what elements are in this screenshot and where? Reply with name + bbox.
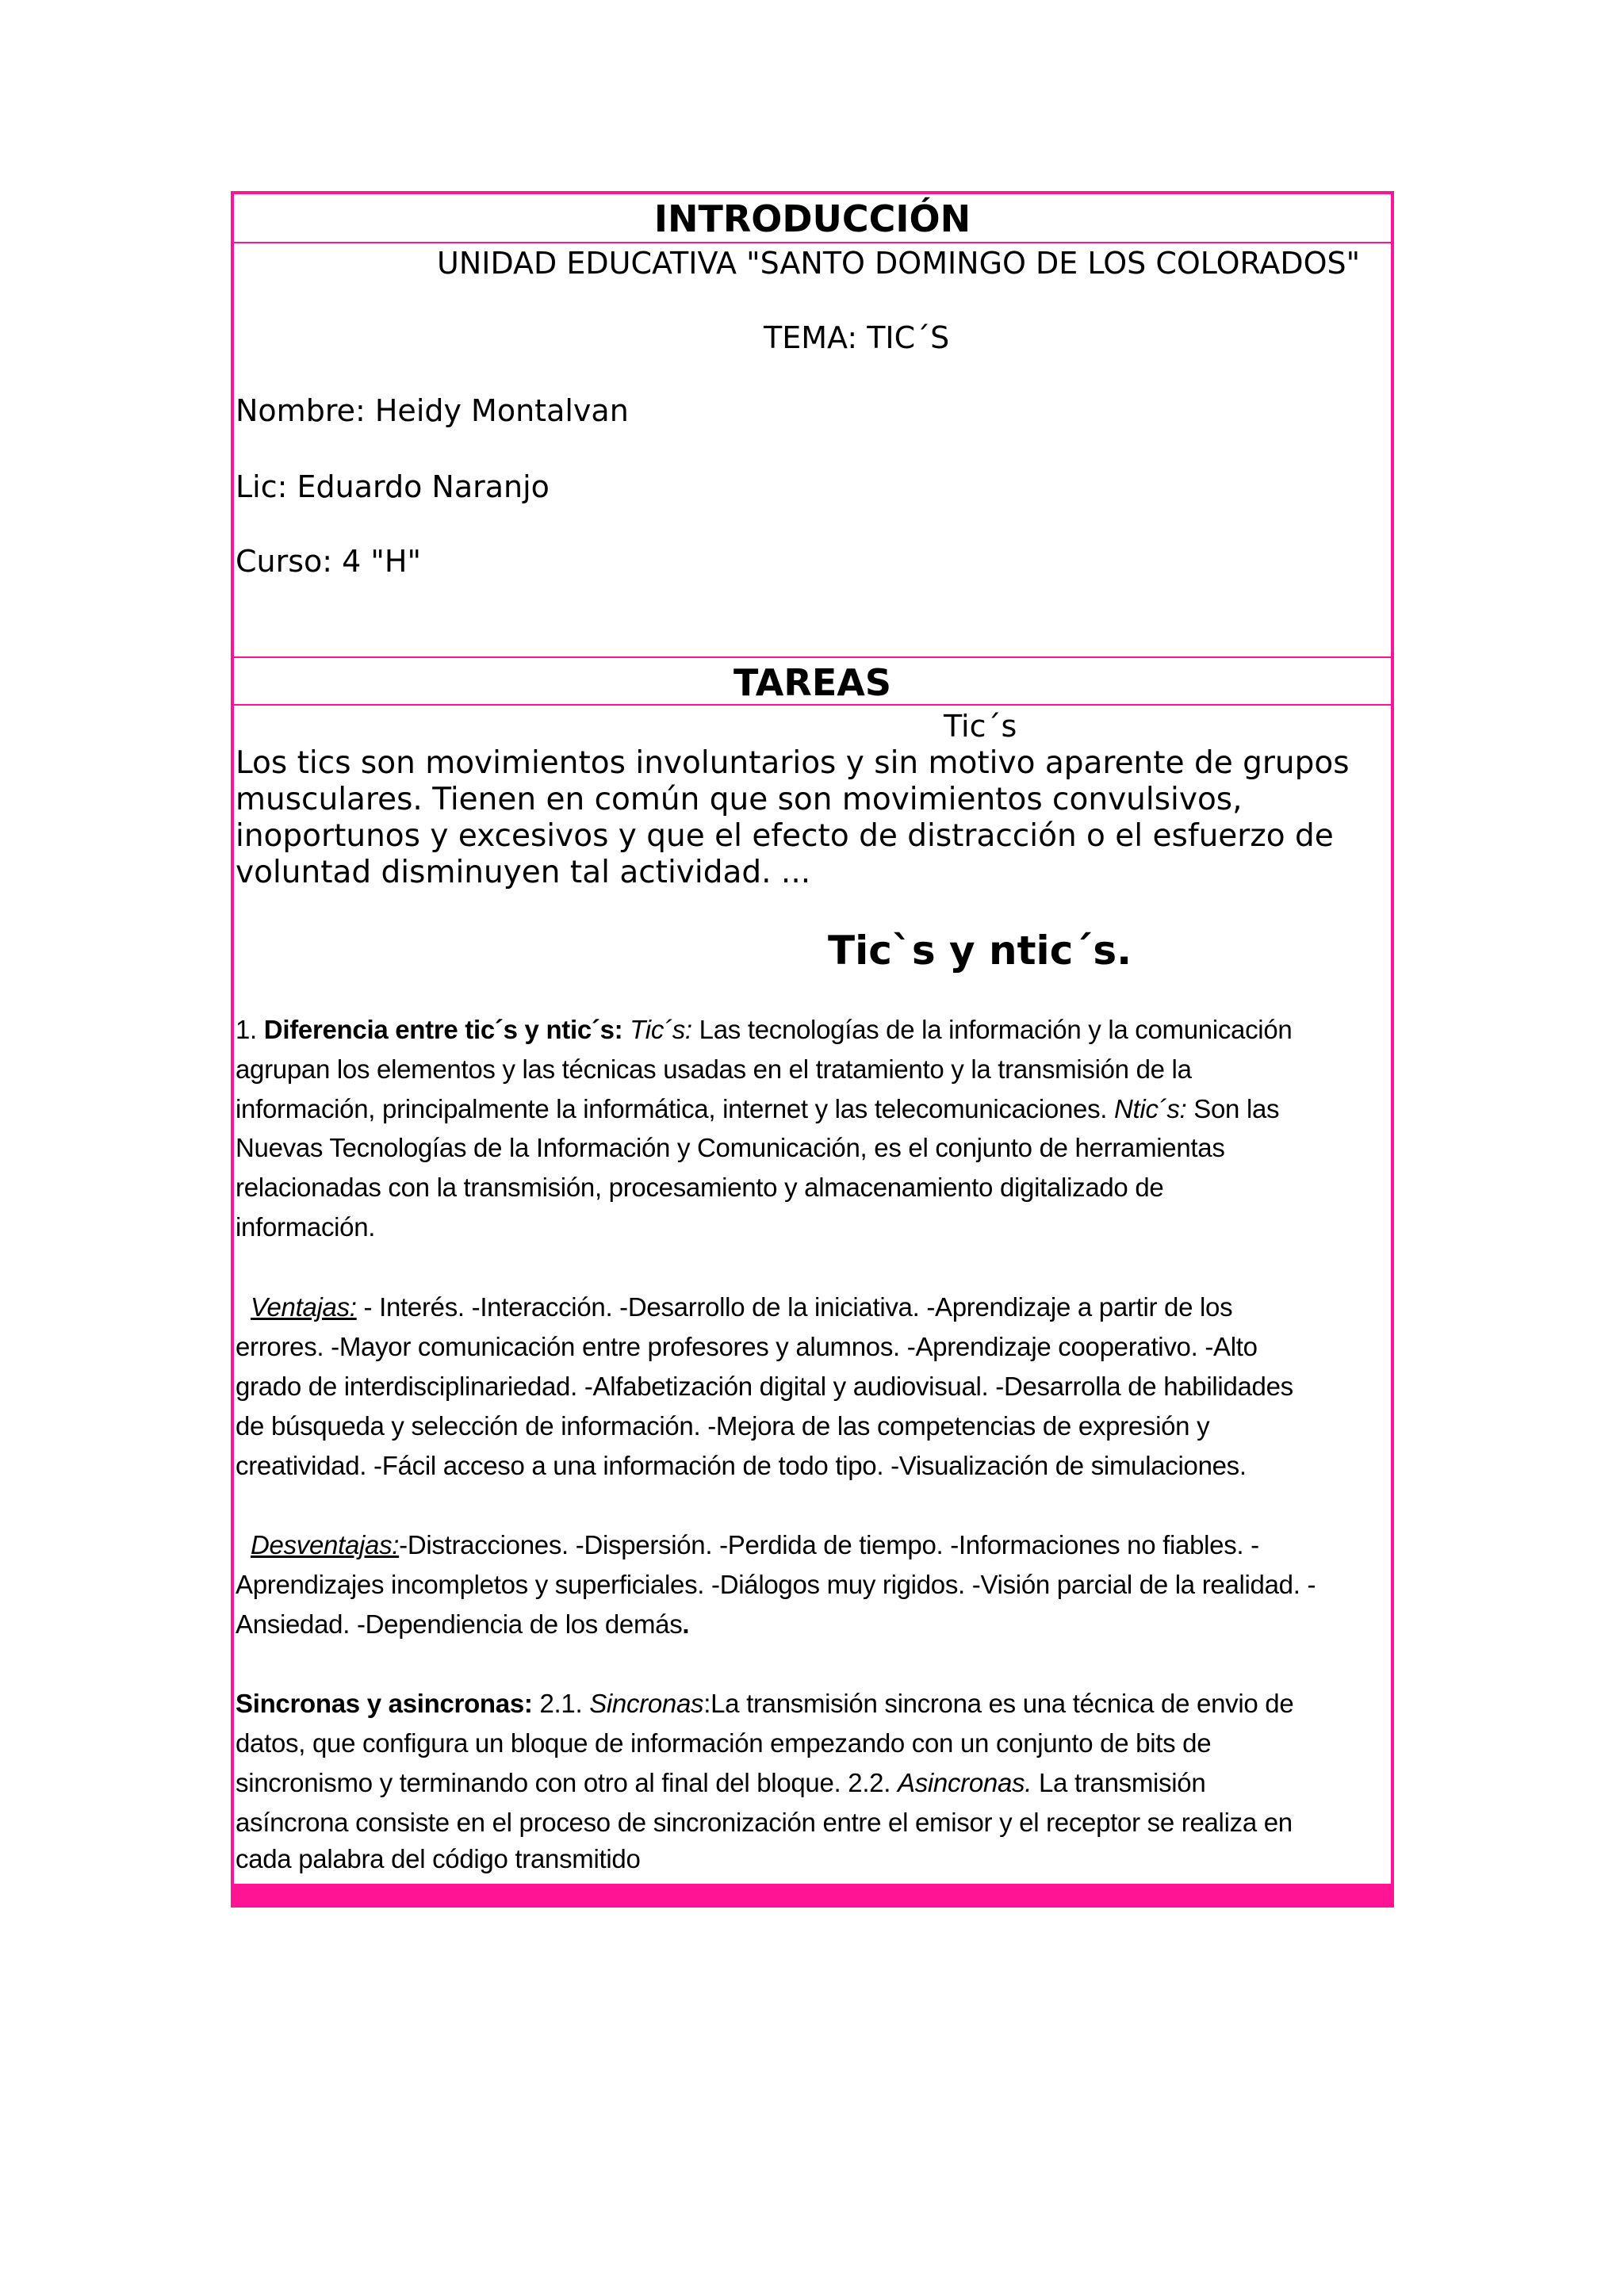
sinc-text: datos, que configura un bloque de información empezando con un conjunto de bits de — [236, 1728, 1212, 1758]
sinc-text: asíncrona consiste en el proceso de sincronización entre el emisor y el receptor se realiza en — [236, 1808, 1293, 1837]
tics-subtitle: Tic´s — [944, 709, 1017, 744]
diff-text: Las tecnologías de la información y la comunicación — [699, 1015, 1293, 1044]
ventajas-text: errores. -Mayor comunicación entre profesores y alumnos. -Aprendizaje cooperativo. -Alto — [236, 1332, 1258, 1361]
ventajas-text: grado de interdisciplinariedad. -Alfabetización digital y audiovisual. -Desarrolla de habilidades — [236, 1372, 1293, 1401]
ventajas-line — [251, 1292, 1232, 1322]
section-title: Tic`s y ntic´s. — [828, 928, 1132, 974]
sinc-line — [236, 1689, 1293, 1719]
sinc-label: Sincronas y asincronas: — [236, 1689, 533, 1718]
ventajas-text: creatividad. -Fácil acceso a una información de todo tipo. -Visualización de simulaciones. — [236, 1451, 1247, 1480]
ventajas-text: - Interés. -Interacción. -Desarrollo de la iniciativa. -Aprendizaje a partir de los — [363, 1292, 1233, 1322]
tema-line: TEMA: TIC´S — [764, 320, 950, 355]
diff-label: Diferencia entre tic´s y ntic´s: — [263, 1015, 623, 1044]
tics-paragraph-line: Los tics son movimientos involuntarios y sin motivo aparente de grupos — [236, 745, 1350, 781]
sinc-text: sincronismo y terminando con otro al final del bloque. 2.2. — [236, 1768, 891, 1797]
diff-line — [236, 1094, 1279, 1124]
diff-line — [236, 1015, 1292, 1045]
diff-ntics-term: Ntic´s: — [1114, 1094, 1187, 1123]
desventajas-end: . — [682, 1609, 690, 1639]
diff-text: agrupan los elementos y las técnicas usadas en el tratamiento y la transmisión de la — [236, 1054, 1192, 1084]
desventajas-line — [251, 1530, 1259, 1560]
document-frame — [231, 191, 1394, 1908]
intro-heading: INTRODUCCIÓN — [234, 194, 1391, 243]
sinc-text: cada palabra del código transmitido — [236, 1844, 641, 1873]
tics-paragraph-line: musculares. Tienen en común que son movimientos convulsivos, — [236, 782, 1243, 817]
desventajas-text: Aprendizajes incompletos y superficiales. -Diálogos muy rigidos. -Visión parcial de la realidad. - — [236, 1570, 1316, 1599]
diff-text: información. — [236, 1212, 376, 1242]
bottom-bar — [231, 1884, 1394, 1908]
sinc-text: :La transmisión sincrona es una técnica de envio de — [703, 1689, 1294, 1718]
desventajas-text: Ansiedad. -Dependiencia de los demás — [236, 1609, 683, 1639]
sinc-text: La transmisión — [1038, 1768, 1206, 1797]
sinc-num: 2.1. — [539, 1689, 583, 1718]
curso-line: Curso: 4 "H" — [236, 544, 421, 579]
sinc-line — [236, 1768, 1205, 1798]
lic-line: Lic: Eduardo Naranjo — [236, 469, 550, 504]
desventajas-text: -Distracciones. -Dispersión. -Perdida de tiempo. -Informaciones no fiables. - — [399, 1530, 1259, 1559]
tareas-heading: TAREAS — [234, 656, 1391, 706]
school-name: UNIDAD EDUCATIVA "SANTO DOMINGO DE LOS COLORADOS" — [437, 246, 1361, 281]
diff-text: información, principalmente la informática, internet y las telecomunicaciones. — [236, 1094, 1108, 1123]
ventajas-text: de búsqueda y selección de información. -Mejora de las competencias de expresión y — [236, 1411, 1210, 1441]
nombre-line: Nombre: Heidy Montalvan — [236, 393, 629, 428]
diff-text: Nuevas Tecnologías de la Información y Comunicación, es el conjunto de herramientas — [236, 1133, 1225, 1162]
diff-tics-term: Tic´s: — [630, 1015, 692, 1044]
asinc-term: Asincronas. — [897, 1768, 1032, 1797]
ventajas-label: Ventajas: — [251, 1292, 357, 1322]
diff-text: relacionadas con la transmisión, procesamiento y almacenamiento digitalizado de — [236, 1173, 1164, 1202]
diff-text: Son las — [1193, 1094, 1280, 1123]
tics-paragraph-line: voluntad disminuyen tal actividad. ... — [236, 855, 811, 890]
tics-paragraph-line: inoportunos y excesivos y que el efecto de distracción o el esfuerzo de — [236, 818, 1334, 854]
diff-number: 1. — [236, 1015, 257, 1044]
desventajas-label: Desventajas: — [251, 1530, 400, 1559]
desventajas-line — [236, 1609, 689, 1640]
sinc-term: Sincronas — [589, 1689, 704, 1718]
